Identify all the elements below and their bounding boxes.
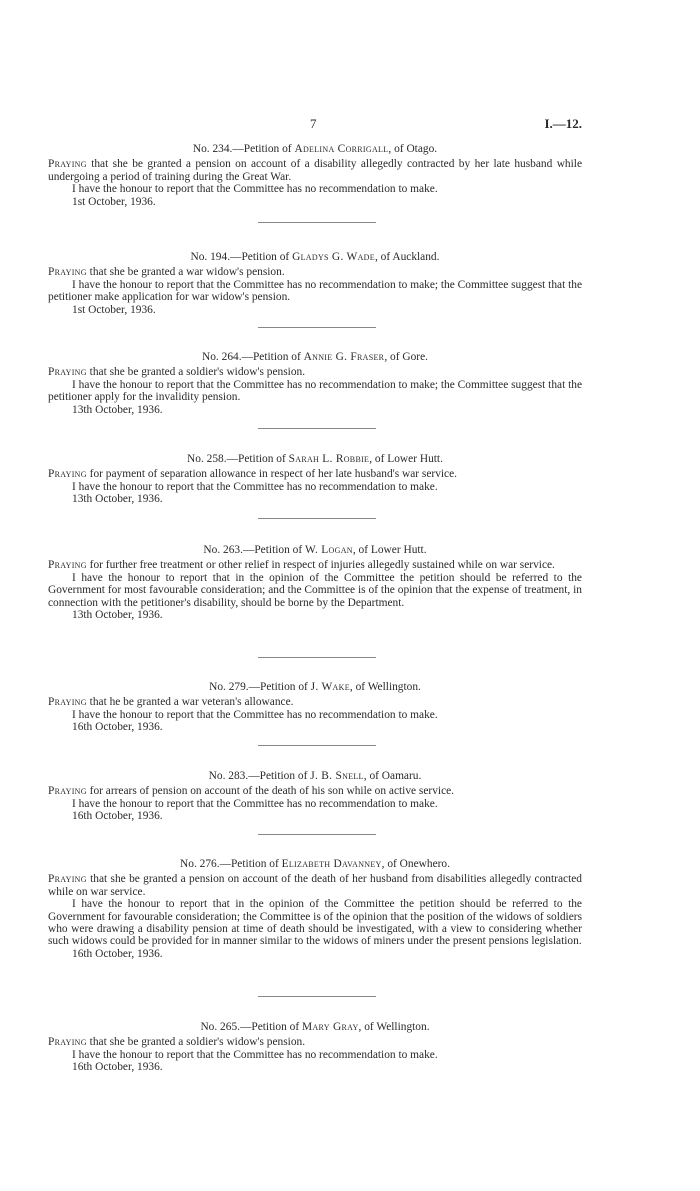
- petition-section: [48, 453, 582, 506]
- petition-prayer: Praying that she be granted a soldier's widow's pension.: [48, 366, 306, 379]
- petitioner-name: Adelina Corrigall: [294, 143, 389, 155]
- committee-report: I have the honour to report that the Committee has no recommendation to make.: [72, 797, 438, 810]
- petitioner-name: Mary Gray: [302, 1021, 359, 1033]
- petition-prayer: Praying that she be granted a pension on account of the death of her husband from disabilities allegedly contracted while on war service.: [48, 873, 582, 898]
- petition-heading: No. 283.—Petition of J. B. Snell, of Oamaru.: [208, 770, 422, 782]
- committee-report: I have the honour to report that the Committee has no recommendation to make; the Committee suggest that the petitioner make application for war widow's pension.: [48, 278, 582, 304]
- petitioner-name: Gladys G. Wade: [292, 251, 375, 263]
- page-number: 7: [310, 116, 317, 131]
- petition-heading: No. 258.—Petition of Sarah L. Robbie, of Lower Hutt.: [187, 453, 443, 465]
- petition-prayer: Praying that she be granted a war widow's pension.: [48, 266, 285, 279]
- petition-prayer: Praying that he be granted a war veteran's allowance.: [48, 696, 294, 709]
- petitioner-name: Sarah L. Robbie: [288, 453, 370, 465]
- committee-report: I have the honour to report that the Committee has no recommendation to make.: [72, 480, 438, 493]
- petition-section: [48, 143, 582, 208]
- petitioner-name: Elizabeth Davanney: [281, 858, 382, 870]
- section-divider: [258, 657, 376, 658]
- petition-prayer: Praying that she be granted a soldier's widow's pension.: [48, 1036, 306, 1049]
- committee-report: I have the honour to report that the Committee has no recommendation to make.: [72, 708, 438, 721]
- petition-section: [48, 544, 582, 621]
- petition-heading: No. 263.—Petition of W. Logan, of Lower Hutt.: [203, 544, 427, 556]
- petitioner-name: J. B. Snell: [310, 770, 364, 782]
- petition-heading: No. 264.—Petition of Annie G. Fraser, of Gore.: [202, 351, 428, 363]
- petition-heading: No. 265.—Petition of Mary Gray, of Wellington.: [200, 1021, 430, 1033]
- report-date: 16th October, 1936.: [72, 947, 163, 960]
- report-date: 1st October, 1936.: [72, 195, 156, 208]
- committee-report: I have the honour to report that in the opinion of the Committee the petition should be referred to the Government for favourable consideration; the Committee is of the opinion that the position of the widows of soldiers who were drawing a disability pension at time of death should be investigated, with a view to considering whether such widows could be provided for in manner similar to the widows of miners under the present pensions legislation.: [48, 898, 582, 948]
- section-divider: [258, 327, 376, 328]
- petition-heading: No. 194.—Petition of Gladys G. Wade, of Auckland.: [190, 251, 440, 263]
- petitioner-name: W. Logan: [304, 544, 353, 556]
- report-date: 16th October, 1936.: [72, 810, 163, 823]
- petition-prayer: Praying for further free treatment or other relief in respect of injuries allegedly sustained while on war service.: [48, 559, 555, 572]
- report-date: 13th October, 1936.: [72, 609, 163, 622]
- petition-prayer: Praying for payment of separation allowance in respect of her late husband's war service.: [48, 468, 458, 481]
- petition-section: [48, 858, 582, 960]
- petitioner-name: J. Wake: [310, 681, 350, 693]
- petition-heading: No. 234.—Petition of Adelina Corrigall, of Otago.: [192, 143, 438, 155]
- petition-section: [48, 351, 582, 416]
- petition-section: [48, 770, 582, 823]
- section-divider: [258, 996, 376, 997]
- section-divider: [258, 428, 376, 429]
- petition-prayer: Praying that she be granted a pension on account of a disability allegedly contracted by her late husband while undergoing a period of training during the Great War.: [48, 158, 582, 183]
- committee-report: I have the honour to report that the Committee has no recommendation to make.: [72, 183, 438, 196]
- petition-section: [48, 1021, 582, 1074]
- petitioner-name: Annie G. Fraser: [303, 351, 385, 363]
- committee-report: I have the honour to report that in the opinion of the Committee the petition should be referred to the Government for most favourable consideration; and the Committee is of the opinion that the expense of treatment, in connection with the petitioner's disability, should be borne by the Department.: [48, 571, 582, 609]
- petition-section: [48, 251, 582, 316]
- petition-prayer: Praying for arrears of pension on account of the death of his son while on active service.: [48, 785, 455, 798]
- section-divider: [258, 834, 376, 835]
- section-divider: [258, 518, 376, 519]
- petition-section: [48, 681, 582, 734]
- petition-heading: No. 276.—Petition of Elizabeth Davanney, of Onewhero.: [180, 858, 450, 870]
- petition-heading: No. 279.—Petition of J. Wake, of Wellington.: [209, 681, 421, 693]
- committee-report: I have the honour to report that the Committee has no recommendation to make.: [72, 1048, 438, 1061]
- report-date: 13th October, 1936.: [72, 493, 163, 506]
- report-date: 13th October, 1936.: [72, 403, 163, 416]
- report-date: 16th October, 1936.: [72, 1061, 163, 1074]
- report-date: 16th October, 1936.: [72, 721, 163, 734]
- committee-report: I have the honour to report that the Committee has no recommendation to make; the Committee suggest that the petitioner apply for the invalidity pension.: [48, 378, 582, 404]
- section-divider: [258, 745, 376, 746]
- report-date: 1st October, 1936.: [72, 303, 156, 316]
- document-reference: I.—12.: [544, 116, 582, 131]
- section-divider: [258, 222, 376, 223]
